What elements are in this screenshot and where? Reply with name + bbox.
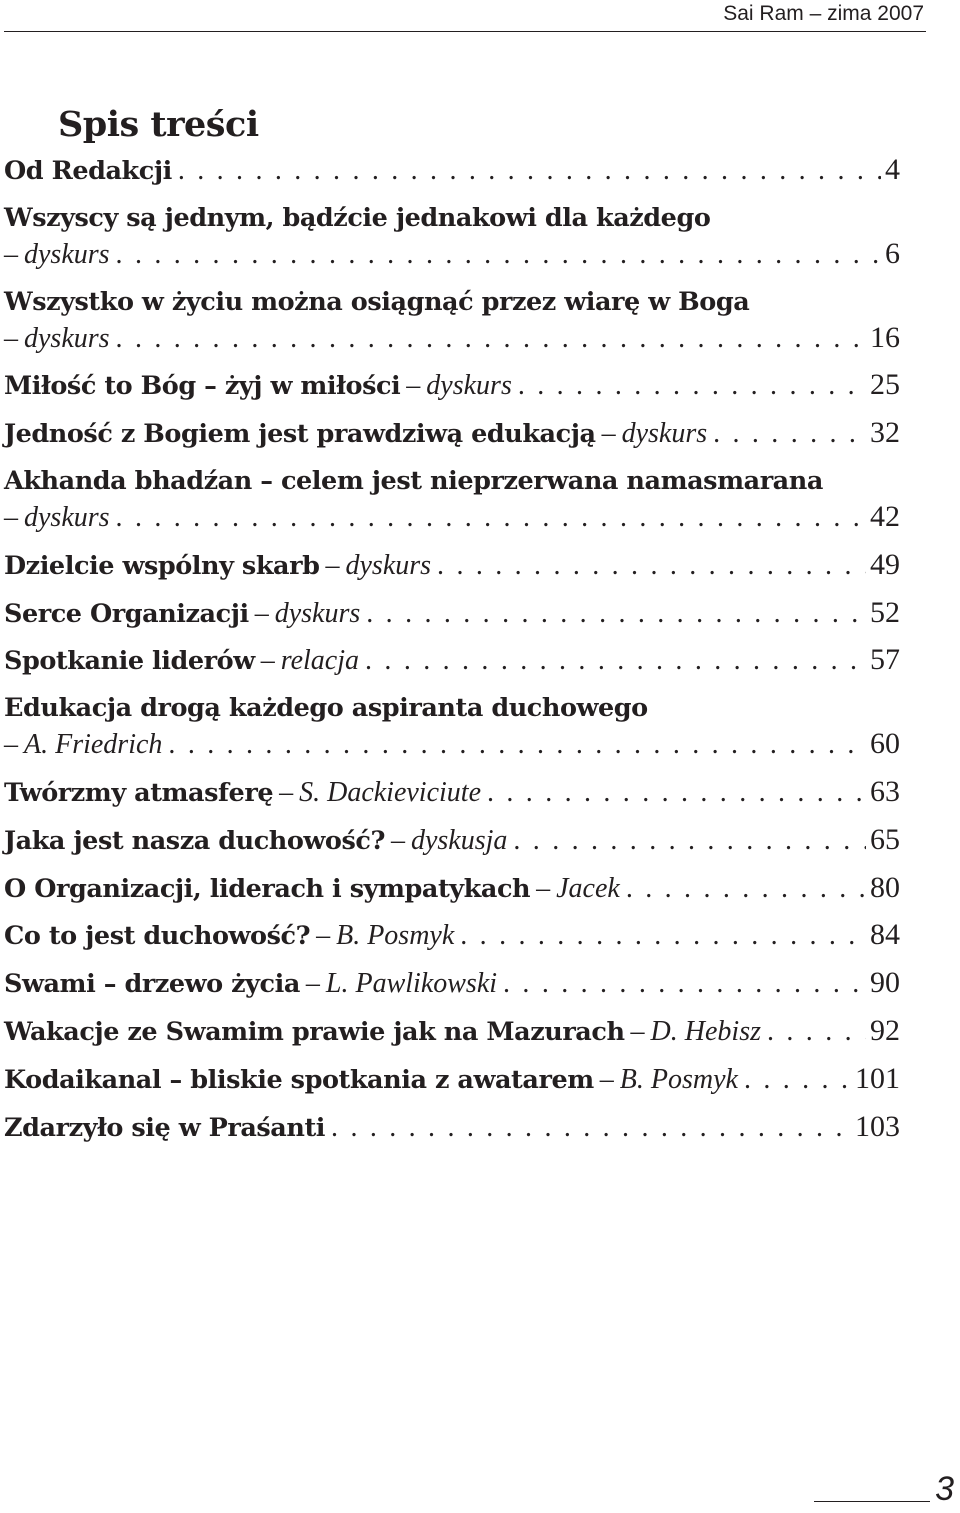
dot-leader [707, 416, 866, 452]
toc-entry-page: 42 [870, 499, 900, 533]
en-dash: – [260, 645, 275, 677]
toc-entry-title: Wakacje ze Swamim prawie jak na Mazurach [4, 1016, 625, 1047]
en-dash: – [4, 238, 18, 270]
dot-leader [110, 321, 866, 357]
en-dash: – [4, 322, 18, 354]
toc-entry-title: Jaka jest nasza duchowość? [4, 825, 385, 856]
dot-leader [431, 548, 866, 584]
toc-entry-page: 32 [870, 416, 900, 450]
toc-entry-subtitle: dyskurs [274, 597, 361, 629]
toc-entry-title: Miłość to Bóg – żyj w miłości [4, 371, 401, 402]
dot-leader [761, 1014, 866, 1050]
en-dash: – [325, 549, 340, 581]
en-dash: – [305, 968, 320, 1000]
toc-entry-title: Edukacja drogą każdego aspiranta duchowego [4, 693, 648, 724]
page-number: 3 [935, 1470, 954, 1508]
toc-entry-subtitle: dyskurs [426, 370, 512, 402]
toc-entry-subtitle: dyskusja [410, 824, 508, 856]
dot-leader [497, 966, 866, 1002]
toc-entry-title: O Organizacji, liderach i sympatykach [4, 873, 531, 904]
toc-entry-subtitle: B. Posmyk [619, 1063, 738, 1095]
toc-entry-subtitle: dyskurs [24, 238, 110, 270]
toc-entry-page: 6 [885, 236, 900, 270]
toc-entry[interactable] [4, 690, 900, 762]
toc-entry[interactable] [4, 200, 900, 272]
toc-entry[interactable] [4, 463, 900, 535]
en-dash: – [601, 418, 616, 450]
toc-entry[interactable] [4, 822, 900, 858]
footer-rule [814, 1501, 930, 1502]
toc-entry[interactable] [4, 1061, 900, 1097]
en-dash: – [279, 776, 294, 808]
toc-entry-page: 90 [870, 966, 900, 1000]
toc-entry[interactable] [4, 917, 900, 953]
toc-entry[interactable] [4, 1013, 900, 1049]
toc-entry-page: 92 [870, 1013, 900, 1047]
toc-entry-page: 16 [870, 320, 900, 354]
dot-leader [162, 727, 866, 763]
toc-entry-page: 57 [870, 643, 900, 677]
toc-entry-title: Od Redakcji [4, 156, 172, 186]
toc-entry-subtitle: B. Posmyk [336, 920, 455, 952]
toc-entry-title: Jedność z Bogiem jest prawdziwą edukacją [4, 419, 596, 450]
dot-leader [360, 596, 866, 632]
toc-entry-subtitle: dyskurs [621, 418, 708, 450]
toc-entry-title: Zdarzyło się w Praśanti [4, 1112, 326, 1143]
dot-leader [481, 775, 866, 811]
dot-leader [110, 237, 881, 273]
toc-entry-subtitle: Jacek [556, 872, 620, 904]
toc-entry-page: 103 [855, 1109, 900, 1143]
en-dash: – [406, 370, 421, 402]
toc-entry-subtitle: D. Hebisz [650, 1015, 761, 1047]
toc-entry[interactable] [4, 367, 900, 403]
toc-entry-title: Kodaikanal – bliskie spotkania z awatarem [4, 1064, 594, 1095]
toc-entry-title: Spotkanie liderów [4, 646, 255, 677]
toc-entry-page: 65 [870, 822, 900, 856]
dot-leader [172, 153, 881, 189]
toc-entry-subtitle: S. Dackieviciute [299, 776, 481, 808]
toc-entry-title: Swami – drzewo życia [4, 969, 300, 1000]
dot-leader [512, 368, 866, 404]
toc-entry-title: Wszyscy są jednym, bądźcie jednakowi dla każdego [4, 202, 711, 233]
toc-entry-page: 101 [855, 1061, 900, 1095]
toc-entry[interactable] [4, 415, 900, 451]
header-rule [4, 31, 926, 32]
toc-entry[interactable] [4, 547, 900, 583]
toc-entry-page: 63 [870, 774, 900, 808]
toc-entry[interactable] [4, 1109, 900, 1145]
toc-entry[interactable] [4, 595, 900, 631]
en-dash: – [316, 920, 331, 952]
en-dash: – [630, 1015, 645, 1047]
en-dash: – [599, 1063, 614, 1095]
table-of-contents [4, 152, 900, 1156]
toc-entry[interactable] [4, 774, 900, 810]
toc-entry-page: 80 [870, 870, 900, 904]
toc-entry[interactable] [4, 965, 900, 1001]
toc-entry-title: Serce Organizacji [4, 598, 249, 629]
toc-entry-page: 52 [870, 595, 900, 629]
en-dash: – [4, 501, 18, 533]
en-dash: – [254, 597, 269, 629]
toc-entry-page: 49 [870, 547, 900, 581]
toc-entry-title: Co to jest duchowość? [4, 921, 311, 952]
en-dash: – [536, 872, 551, 904]
toc-entry-subtitle: dyskurs [345, 549, 432, 581]
toc-entry-page: 4 [885, 153, 900, 186]
page-title: Spis treści [58, 104, 259, 145]
toc-entry-page: 60 [870, 727, 900, 761]
dot-leader [738, 1062, 851, 1098]
toc-entry-subtitle: relacja [280, 645, 360, 677]
toc-entry[interactable] [4, 870, 900, 906]
toc-entry-title: Dzielcie wspólny skarb [4, 550, 320, 581]
toc-entry-page: 25 [870, 368, 900, 402]
en-dash: – [390, 824, 405, 856]
dot-leader [359, 643, 866, 679]
toc-entry-subtitle: L. Pawlikowski [325, 968, 498, 1000]
toc-entry[interactable] [4, 642, 900, 678]
toc-entry-subtitle: dyskurs [24, 322, 110, 354]
dot-leader [507, 823, 866, 859]
toc-entry[interactable] [4, 284, 900, 356]
dot-leader [620, 871, 866, 907]
toc-entry-title: Twórzmy atmasferę [4, 777, 274, 808]
toc-entry-subtitle: dyskurs [24, 501, 110, 533]
toc-entry-title: Akhanda bhadźan – celem jest nieprzerwana namasmarana [4, 465, 823, 496]
dot-leader [110, 500, 866, 536]
en-dash: – [4, 729, 18, 761]
toc-entry-subtitle: A. Friedrich [24, 729, 163, 761]
toc-entry[interactable] [4, 152, 900, 188]
dot-leader [325, 1110, 851, 1146]
toc-entry-page: 84 [870, 918, 900, 952]
dot-leader [454, 918, 866, 954]
toc-entry-title: Wszystko w życiu można osiągnąć przez wiarę w Boga [4, 286, 750, 317]
running-head: Sai Ram – zima 2007 [723, 2, 924, 25]
